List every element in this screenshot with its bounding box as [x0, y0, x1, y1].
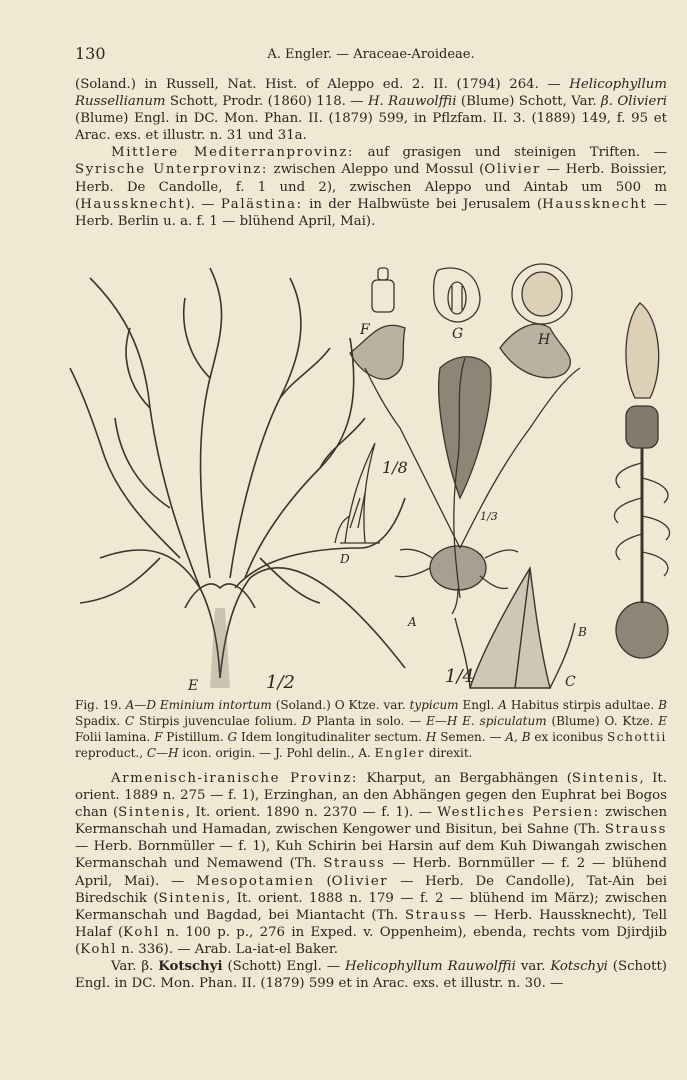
figure-scale-a: 1/3 [480, 510, 498, 523]
distribution-paragraph-2: Armenisch-iranische Provinz: Kharput, an Bergabhängen (Sintenis, It. orient. 1889 n. 275 — f. 1), Erzinghan, an den Abhängen gegen den Euphrat bei Bogos chan (Sintenis, It. orient. 1890 n. 2370 — f. 1). — Westliches Persien: zwischen Kermanschah und Hamadan, zwischen Kengower und Bisitun, bei Sahne (Th. Strauss — Herb. Bornmüller — f. 1), Kuh Schirin bei Harsin auf dem Kuh Diwangah zwischen Kermanschah und Nemawend (Th. Strauss — Herb. Bornmüller — f. 2 — blühend April, Mai). — Mesopotamien (Olivier — Herb. De Candolle), Tat-Ain bei Biredschik (Sintenis, It. orient. 1888 n. 179 — f. 2 — blühend im März); zwischen Kermanschah und Bagdad, bei Miantacht (Th. Strauss — Herb. Haussknecht), Tell Halaf (Kohl n. 100 p. p., 276 in Exped. v. Oppenheim), ebenda, rechts vom Djirdjib (Kohl n. 336). — Arab. La-iat-el Baker. [75, 771, 668, 957]
leaf-stalk-drawing [210, 608, 230, 688]
synonymy-paragraph: (Soland.) in Russell, Nat. Hist. of Aleppo ed. 2. II. (1794) 264. — Helicophyllum Russellianum Schott, Prodr. (1860) 118. — H. Rauwolffii (Blume) Schott, Var. β. Olivieri (Blume) Engl. in DC. Mon. Phan. II. (1879) 599, in Pflzfam. II. 3. (1889) 149, f. 95 et Arac. exs. et illustr. n. 31 und 31a. [75, 77, 667, 144]
figure-label-b: B [578, 625, 587, 639]
running-head: A. Engler. — Araceae-Aroideae. [267, 47, 475, 62]
botanical-figure [60, 258, 680, 690]
page-number: 130 [75, 44, 106, 63]
pistil-drawing [372, 268, 394, 312]
leaf-lamina-drawing [70, 268, 405, 678]
figure-caption: Fig. 19. A—D Eminium intortum (Soland.) O Ktze. var. typicum Engl. A Habitus stirpis adultae. B Spadix. C Stirpis juvenculae folium. D Planta in solo. — E—H E. spiculatum (Blume) O. Ktze. E Folii lamina. F Pistillum. G Idem longitudinaliter sectum. H Semen. — A, B ex iconibus Schottii reproduct., C—H icon. origin. — J. Pohl delin., A. Engler direxit. [75, 698, 667, 760]
figure-illustration [60, 258, 680, 690]
figure-scale-d: 1/8 [382, 458, 408, 477]
pistil-section-drawing [434, 268, 480, 322]
figure-label-e: E [188, 678, 199, 690]
bottom-text-block [75, 770, 667, 992]
page-header [75, 44, 667, 66]
plant-in-soil-drawing [335, 443, 380, 543]
spadix-drawing [614, 303, 669, 658]
figure-scale-e: 1/2 [266, 672, 295, 690]
figure-label-f: F [360, 322, 370, 338]
figure-label-d: D [340, 552, 350, 566]
figure-label-a: A [408, 615, 417, 629]
top-text-block [75, 76, 667, 230]
variety-paragraph: Var. β. Kotschyi (Schott) Engl. — Helicophyllum Rauwolffii var. Kotschyi (Schott) Engl. in DC. Mon. Phan. II. (1879) 599 et in Arac. exs. et illustr. n. 30. — [75, 959, 667, 992]
figure-label-c: C [565, 674, 576, 690]
distribution-paragraph: Mittlere Mediterranprovinz: auf grasigen und steinigen Triften. — Syrische Unterprovinz: zwischen Aleppo und Mossul (Olivier — Herb. Boissier, Herb. De Candolle, f. 1 und 2), zwischen Aleppo und Aintab um 500 m (Haussknecht). — Palästina: in der Halbwüste bei Jerusalem (Haussknecht — Herb. Berlin u. a. f. 1 — blühend April, Mai). [75, 145, 668, 229]
seed-drawing [512, 264, 572, 324]
figure-scale-c: 1/4 [445, 666, 474, 687]
figure-label-g: G [452, 326, 464, 342]
figure-label-h: H [538, 332, 551, 348]
